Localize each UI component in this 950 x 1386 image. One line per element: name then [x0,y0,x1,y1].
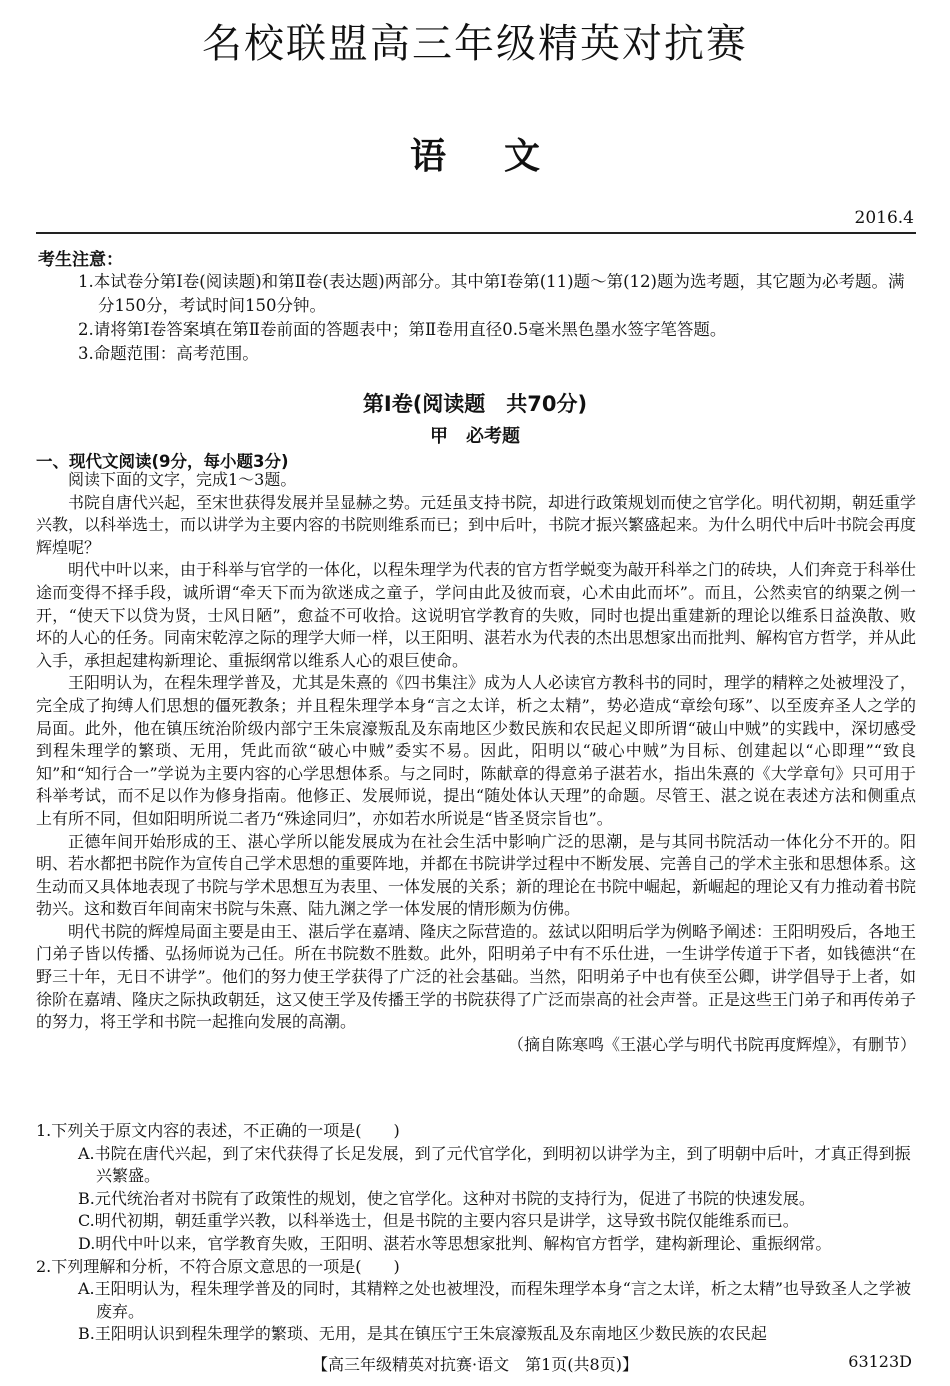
exam-title: 名校联盟高三年级精英对抗赛 [202,21,748,67]
question-option: B.王阳明认识到程朱理学的繁琐、无用，是其在镇压宁王朱宸濠叛乱及东南地区少数民族的农民起 [78,1324,767,1344]
instruction: 阅读下面的文字，完成1～3题。 [68,470,297,489]
passage-paragraph: 王阳明认为，在程朱理学普及，尤其是朱熹的《四书集注》成为人人必读官方教科书的同时，理学的精粹之处被埋没了，完全成了拘缚人们思想的僵死教条；并且程朱理学本身“言之太详，析之太精”，势必造成“章绘句琢”、以至废弃圣人之学的局面。此外，他在镇压统治阶级内部宁王朱宸濠叛乱及东南地区少数民族和农民起义即所谓“破山中贼”的实践中，深切感受到程朱理学的繁琐、无用，凭此而欲“破心中贼”委实不易。因此，阳明以“破心中贼”为目标、创建起以“心即理”“致良知”和“知行合一”学说为主要内容的心学思想体系。与之同时，陈献章的得意弟子湛若水，指出朱熹的《大学章句》只可用于科举考试，而不足以作为修身指南。他修正、发展师说，提出“随处体认天理”的命题。尽管王、湛之说在表述方法和侧重点上有所不同，但如阳明所说二者乃“殊途同归”，亦如若水所说是“皆圣贤宗旨也”。 [36,673,917,828]
part-subtitle: 甲 必考题 [430,426,520,447]
question-option: A.王阳明认为，程朱理学普及的同时，其精粹之处也被埋没，而程朱理学本身“言之太详，析之太精”也导致圣人之学被废弃。 [78,1279,912,1321]
page-footer: 【高三年级精英对抗赛·语文 第1页(共8页)】 [312,1355,638,1374]
exam-date: 2016.4 [854,208,914,228]
question-option: D.明代中叶以来，官学教育失败，王阳明、湛若水等思想家批判、解构官方哲学，建构新理论、重振纲常。 [78,1233,832,1253]
part-title: 第Ⅰ卷(阅读题 共70分) [362,392,588,416]
question-list [36,1120,916,1346]
question-option: C.明代初期，朝廷重学兴教，以科举选士，但是书院的主要内容只是讲学，这导致书院仅能维系而已。 [78,1211,799,1231]
paper-code: 63123D [848,1352,912,1371]
reading-passage [36,469,916,1056]
question-option: A.书院在唐代兴起，到了宋代获得了长足发展，到了元代官学化，到明初以讲学为主，到了明朝中后叶，才真正得到振兴繁盛。 [78,1143,911,1186]
passage-paragraph: 明代书院的辉煌局面主要是由王、湛后学在嘉靖、隆庆之际营造的。兹试以阳明后学为例略予阐述：王阳明殁后，各地王门弟子皆以传播、弘扬师说为己任。所在书院数不胜数。此外，阳明弟子中有不乐仕进，一生讲学传道于下者，如钱德洪“在野三十年，无日不讲学”。他们的努力使王学获得了广泛的社会基础。当然，阳明弟子中也有侠至公卿，讲学倡导于上者，如徐阶在嘉靖、隆庆之际执政朝廷，这又使王学及传播王学的书院获得了广泛而崇高的社会声誉。正是这些王门弟子和再传弟子的努力，将王学和书院一起推向发展的高潮。 [36,921,917,1032]
passage-paragraph: 明代中叶以来，由于科举与官学的一体化，以程朱理学为代表的官方哲学蜕变为敲开科举之门的砖块，人们奔竞于科举仕途而变得不择手段，诚所谓“牵天下而为欲迷成之童子，学问由此及彼而衰，心术由此而坏”。而且，公然卖官的纳粟之例一开，“使天下以贷为贤，士风日陋”，愈益不可收拾。这说明官学教育的失败，同时也提出重建新的理论以维系日益涣散、败坏的人心的任务。同南宋乾淳之际的理学大师一样，以王阳明、湛若水为代表的杰出思想家出而批判、解构官方哲学，并从此入手，承担起建构新理论、重振纲常以维系人心的艰巨使命。 [36,560,917,670]
passage-source: （摘自陈寒鸣《王湛心学与明代书院再度辉煌》，有删节） [507,1034,916,1054]
notice-item: 3.命题范围：高考范围。 [78,344,259,363]
question-stem: 1.下列关于原文内容的表述，不正确的一项是( ) [36,1121,400,1140]
notice-heading: 考生注意： [38,250,123,270]
notice-item: 1.本试卷分第Ⅰ卷(阅读题)和第Ⅱ卷(表达题)两部分。其中第Ⅰ卷第(11)题～第(12)题为选考题，其它题为必考题。满分150分，考试时间150分钟。 [78,272,905,315]
question-option: B.元代统治者对书院有了政策性的规划，使之官学化。这种对书院的支持行为，促进了书院的快速发展。 [78,1188,815,1208]
passage-paragraph: 书院自唐代兴起，至宋世获得发展并呈显赫之势。元廷虽支持书院，却进行政策规划而使之官学化。明代初期，朝廷重学兴教，以科举选士，而以讲学为主要内容的书院则维系而已；到中后叶，书院才振兴繁盛起来。为什么明代中后叶书院会再度辉煌呢？ [36,492,917,557]
section-heading: 一、现代文阅读(9分，每小题3分) [36,452,289,471]
notice-item: 2.请将第Ⅰ卷答案填在第Ⅱ卷前面的答题表中；第Ⅱ卷用直径0.5毫米黑色墨水签字笔答题。 [78,320,727,339]
notice-list [78,270,918,366]
header-divider [36,232,916,234]
question-stem: 2.下列理解和分析，不符合原文意思的一项是( ) [36,1256,400,1276]
subject-title: 语文 [409,135,598,177]
passage-paragraph: 正德年间开始形成的王、湛心学所以能发展成为在社会生活中影响广泛的思潮，是与其同书院活动一体化分不开的。阳明、若水都把书院作为宣传自己学术思想的重要阵地，并都在书院讲学过程中不断发展、完善自己的学术主张和思想体系。这生动而又具体地表现了书院与学术思想互为表里、一体发展的关系；新的理论在书院中崛起，新崛起的理论又有力推动着书院勃兴。这和数百年间南宋书院与朱熹、陆九渊之学一体发展的情形颇为仿佛。 [36,831,917,919]
